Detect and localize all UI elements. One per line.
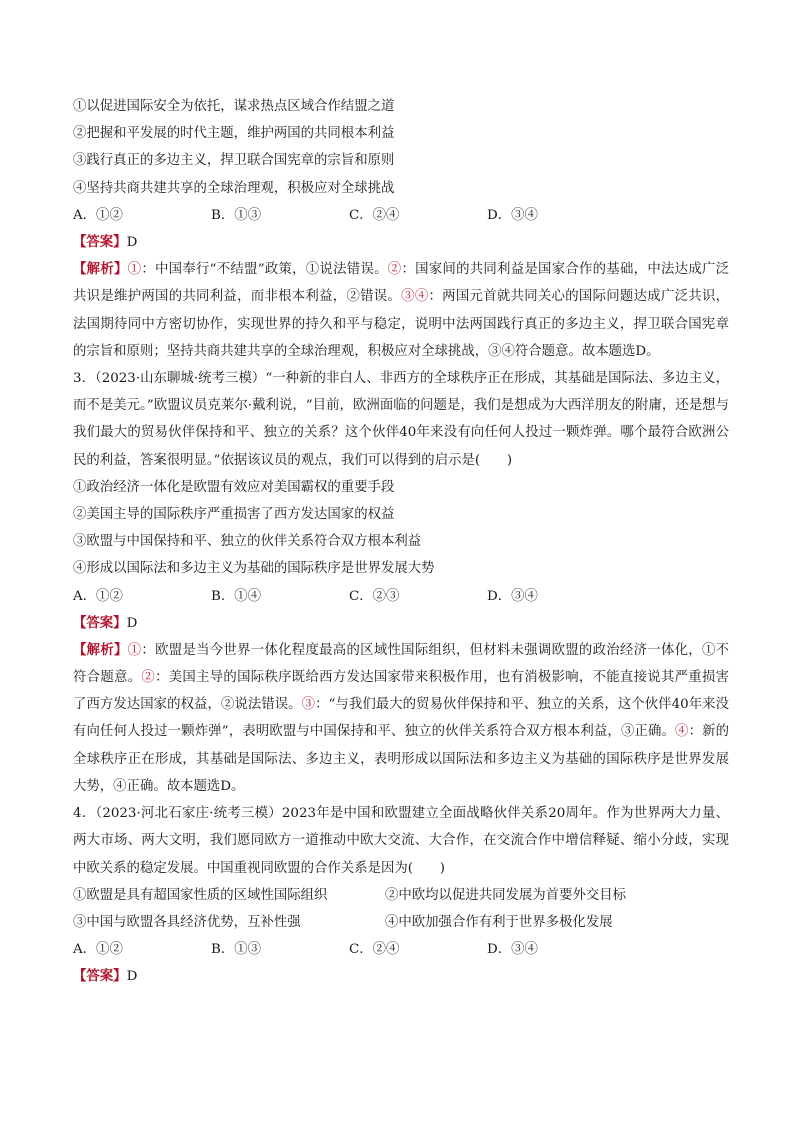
analysis-segment: ：欧盟是当今世界一体化程度最高的区域性国际组织，但材料未强调欧盟的政治经济一体化，①不符合题意。 — [73, 642, 730, 686]
q4-choice-c: C．②④ — [349, 942, 400, 958]
q3-option-3: ③欧盟与中国保持和平、独立的伙伴关系符合双方根本利益 — [73, 534, 422, 550]
q3-choice-d: D．③④ — [487, 588, 538, 604]
analysis-segment: ③ — [301, 697, 316, 713]
q3-stem: 3．（2023·山东聊城·统考三模）“一种新的非白人、非西方的全球秩序正在形成，其基础是国际法、多边主义，而不是美元。”欧盟议员克莱尔·戴利说，“目前，欧洲面临的问题是，我们是想成为大西洋朋友的附庸，还是想与我们最大的贸易伙伴保持和平、独立的关系？这个伙伴40年来没有向任何人投过一颗炸弹。哪个最符合欧洲公民的利益，答案很明显。”依据该议员的观点，我们可以得到的启示是( ) — [73, 370, 729, 468]
analysis-segment: ：美国主导的国际秩序既给西方发达国家带来积极作用，也有消极影响，不能直接说其严重损害了西方发达国家的权益，②说法错误。 — [73, 670, 730, 713]
q4-answer-tag: 【答案】 — [73, 968, 127, 985]
q3-analysis — [73, 637, 729, 800]
q2-choice-d: D．③④ — [487, 207, 538, 223]
q3-choice-b: B．①④ — [211, 588, 262, 604]
q3-option-2: ②美国主导的国际秩序严重损害了西方发达国家的权益 — [73, 506, 395, 522]
q2-answer-tag: 【答案】 — [73, 233, 127, 250]
q2-analysis — [73, 256, 729, 365]
q2-choice-a: A．①② — [73, 207, 123, 223]
analysis-segment: ：中国奉行“不结盟”政策，①说法错误。 — [141, 262, 388, 278]
analysis-segment: ① — [127, 642, 142, 658]
q4-option-2: ②中欧均以促进共同发展为首要外交目标 — [385, 887, 627, 903]
q3-answer-tag: 【答案】 — [73, 614, 127, 631]
q3-choice-a: A．①② — [73, 588, 123, 604]
q2-choices — [73, 202, 733, 229]
analysis-segment: ：国家间的共同利益是国家合作的基础，中法达成广泛共识是维护两国的共同利益，而非根本利益，②错误。 — [73, 262, 730, 305]
analysis-segment: ① — [127, 262, 142, 278]
analysis-segment: ③④ — [401, 289, 429, 305]
analysis-segment: ④ — [675, 724, 689, 740]
q2-options — [73, 93, 733, 202]
q2-option-1: ①以促进国际安全为依托，谋求热点区域合作结盟之道 — [73, 99, 395, 114]
q2-answer-value: D — [126, 234, 138, 250]
document-page — [73, 93, 733, 990]
q4-option-3: ③中国与欧盟各具经济优势，互补性强 — [73, 914, 301, 930]
q4-answer-value: D — [126, 969, 138, 985]
analysis-segment: ：新的全球秩序正在形成，其基础是国际法、多边主义，表明形成以国际法和多边主义为基础的国际秩序是世界发展大势，④正确。故本题选D。 — [73, 724, 730, 794]
q4-option-1: ①欧盟是具有超国家性质的区域性国际组织 — [73, 887, 328, 903]
analysis-segment: ：两国元首就共同关心的国际问题达成广泛共识，法国期待同中方密切协作，实现世界的持久和平与稳定，说明中法两国践行真正的多边主义，捍卫联合国宪章的宗旨和原则；坚持共商共建共享的全球治理观，积极应对全球挑战，③④符合题意。故本题选D。 — [73, 289, 730, 359]
q3-answer-value: D — [126, 615, 138, 631]
q3-option-4: ④形成以国际法和多边主义为基础的国际秩序是世界发展大势 — [73, 561, 435, 577]
q2-choice-c: C．②④ — [349, 207, 400, 223]
q4-stem: 4．（2023·河北石家庄·统考三模）2023年是中国和欧盟建立全面战略伙伴关系20周年。作为世界两大力量、两大市场、两大文明，我们愿同欧方一道推动中欧大交流、大合作，在交流合作中增信释疑、缩小分歧，实现中欧关系的稳定发展。中国重视同欧盟的合作关系是因为( ) — [73, 806, 729, 876]
q2-option-2: ②把握和平发展的时代主题，维护两国的共同根本利益 — [73, 126, 395, 142]
q3-options — [73, 474, 733, 583]
q4-options-row-2 — [73, 909, 733, 936]
q3-choices — [73, 583, 733, 610]
q4-choice-d: D．③④ — [487, 942, 538, 958]
q4-answer — [73, 963, 733, 990]
analysis-segment: ② — [141, 670, 156, 686]
q2-answer — [73, 229, 733, 256]
analysis-segment: ② — [387, 262, 402, 278]
q2-analysis-body — [73, 262, 729, 359]
q3-analysis-body — [73, 643, 729, 794]
q2-option-3: ③践行真正的多边主义，捍卫联合国宪章的宗旨和原则 — [73, 153, 395, 169]
q4-choice-b: B．①③ — [211, 942, 262, 958]
q3-answer — [73, 610, 733, 637]
q4-options-row-1 — [73, 882, 733, 909]
q4-option-4: ④中欧加强合作有利于世界多极化发展 — [385, 914, 613, 930]
analysis-segment: ：“与我们最大的贸易伙伴保持和平、独立的关系，这个伙伴40年来没有向任何人投过一颗炸弹”，表明欧盟与中国保持和平、独立的伙伴关系符合双方根本利益，③正确。 — [73, 697, 730, 740]
q3-choice-c: C．②③ — [349, 588, 400, 604]
q3-analysis-tag: 【解析】 — [73, 641, 128, 658]
q2-option-4: ④坚持共商共建共享的全球治理观，积极应对全球挑战 — [73, 180, 395, 196]
q2-analysis-tag: 【解析】 — [73, 261, 128, 278]
q2-choice-b: B．①③ — [211, 207, 262, 223]
q4-choice-a: A．①② — [73, 942, 123, 958]
q4-choices — [73, 936, 733, 963]
q3-option-1: ①政治经济一体化是欧盟有效应对美国霸权的重要手段 — [73, 479, 395, 495]
